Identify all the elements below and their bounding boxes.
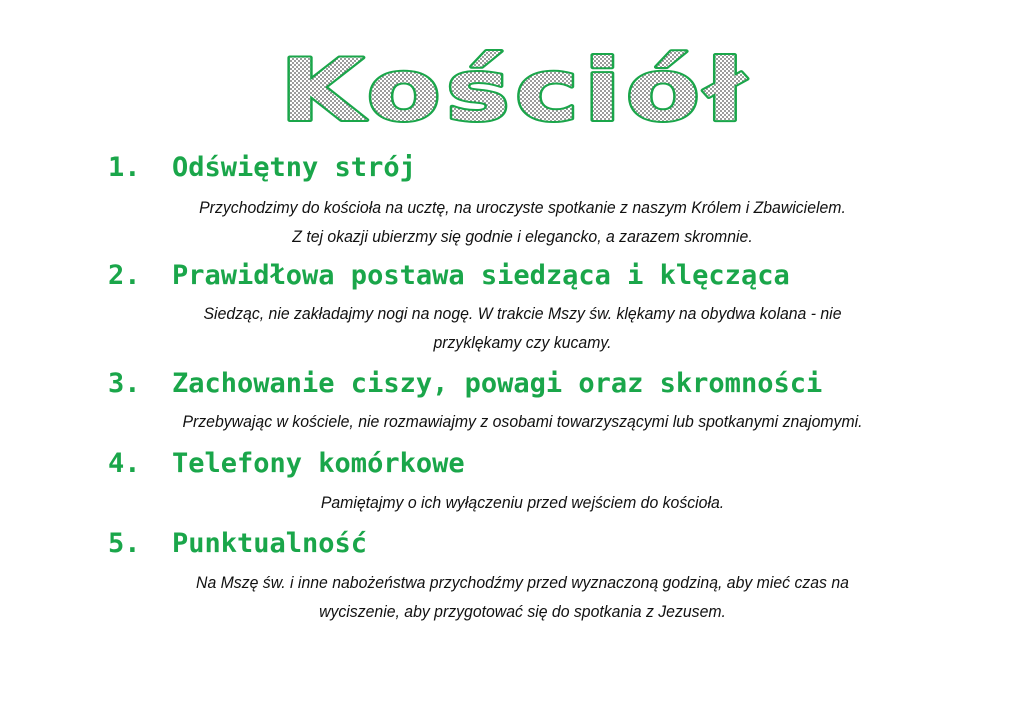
page-title <box>270 40 760 140</box>
rule-description-1 <box>130 193 916 251</box>
rule-number: 3. <box>108 368 141 399</box>
rule-heading-2 <box>108 262 790 289</box>
rule-text-line: Na Mszę św. i inne nabożeństwa przychodźmy przed wyznaczoną godziną, aby mieć czas na <box>196 573 849 592</box>
rule-text-line: wyciszenie, aby przygotować się do spotkania z Jezusem. <box>319 602 726 621</box>
rule-heading-3 <box>108 370 822 397</box>
rule-text-line: Przychodzimy do kościoła na ucztę, na uroczyste spotkanie z naszym Królem i Zbawicielem. <box>199 198 846 217</box>
rule-title: Telefony komórkowe <box>172 448 465 479</box>
rule-description-2 <box>130 299 916 357</box>
rule-title: Punktualność <box>172 528 368 559</box>
rule-text-line: Przebywając w kościele, nie rozmawiajmy z osobami towarzyszącymi lub spotkanymi znajomymi. <box>182 412 863 431</box>
rule-description-4 <box>130 488 916 517</box>
rule-number: 2. <box>108 260 141 291</box>
rule-text-line: przyklękamy czy kucamy. <box>433 333 612 352</box>
rule-text-line: Siedząc, nie zakładajmy nogi na nogę. W trakcie Mszy św. klękamy na obydwa kolana - nie <box>203 304 842 323</box>
rule-number: 1. <box>108 152 141 183</box>
rule-description-3 <box>130 407 916 436</box>
title-text: Kościół <box>280 41 750 140</box>
rule-heading-5 <box>108 530 367 557</box>
rule-number: 4. <box>108 448 141 479</box>
rule-number: 5. <box>108 528 141 559</box>
rule-description-5 <box>130 568 916 626</box>
rule-text-line: Z tej okazji ubierzmy się godnie i elegancko, a zarazem skromnie. <box>292 227 753 246</box>
rule-title: Prawidłowa postawa siedząca i klęcząca <box>172 260 790 291</box>
rule-text-line: Pamiętajmy o ich wyłączeniu przed wejściem do kościoła. <box>320 493 725 512</box>
rule-heading-4 <box>108 450 465 477</box>
rule-heading-1 <box>108 154 416 181</box>
rule-title: Zachowanie ciszy, powagi oraz skromności <box>172 368 823 399</box>
title-wordart <box>270 40 760 140</box>
rule-title: Odświętny strój <box>172 152 416 183</box>
